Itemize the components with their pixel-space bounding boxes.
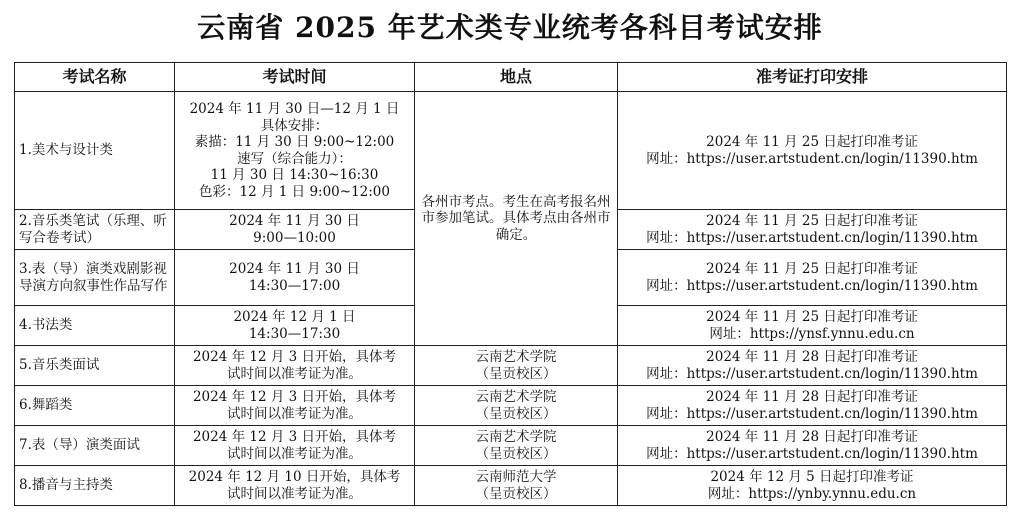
place-line: 云南艺术学院 [475, 389, 557, 405]
print-date: 2024 年 11 月 25 日起打印准考证 [706, 134, 918, 150]
table-row [15, 426, 1007, 466]
exam-name: 7.表（导）演类面试 [15, 426, 175, 466]
header-exam-name: 考试名称 [15, 63, 175, 92]
print-url: 网址：https://user.artstudent.cn/login/11390.htm [646, 365, 978, 382]
time-line: 试时间以准考证为准。 [227, 445, 362, 462]
exam-name: 5.音乐类面试 [15, 346, 175, 386]
time-line: 速写（综合能力）： [237, 150, 352, 167]
time-line: 色彩：12 月 1 日 9:00~12:00 [199, 183, 390, 200]
header-place: 地点 [415, 63, 618, 92]
time-line: 试时间以准考证为准。 [227, 405, 362, 422]
exam-time [175, 426, 415, 466]
place-line: （呈贡校区） [475, 485, 557, 502]
ticket-print-info [618, 210, 1007, 250]
time-line: 2024 年 11 月 30 日 [229, 261, 360, 277]
ticket-print-info [618, 306, 1007, 346]
ticket-print-info [618, 250, 1007, 306]
print-url: 网址：https://user.artstudent.cn/login/11390.htm [646, 277, 978, 294]
exam-place-shared: 各州市考点。考生在高考报名州市参加笔试。具体考点由各州市确定。 [415, 92, 618, 346]
table-row [15, 346, 1007, 386]
time-line: 11 月 30 日 14:30~16:30 [210, 167, 379, 183]
exam-schedule-table [14, 62, 1007, 506]
time-line: 2024 年 12 月 10 日开始，具体考 [188, 469, 401, 485]
exam-time [175, 92, 415, 210]
ticket-print-info [618, 426, 1007, 466]
time-line: 14:30—17:00 [248, 277, 341, 294]
print-date: 2024 年 12 月 5 日起打印准考证 [710, 469, 914, 485]
print-date: 2024 年 11 月 25 日起打印准考证 [706, 261, 918, 277]
exam-time [175, 306, 415, 346]
time-line: 素描：11 月 30 日 9:00~12:00 [194, 134, 395, 150]
ticket-print-info [618, 92, 1007, 210]
exam-name: 4.书法类 [15, 306, 175, 346]
exam-name: 2.音乐类笔试（乐理、听写合卷考试） [15, 210, 175, 250]
time-line: 2024 年 12 月 3 日开始，具体考 [192, 349, 397, 365]
table-header-row [15, 63, 1007, 92]
header-ticket-print: 准考证打印安排 [618, 63, 1007, 92]
time-line: 14:30—17:30 [248, 325, 341, 342]
place-line: （呈贡校区） [475, 365, 557, 382]
exam-time [175, 346, 415, 386]
exam-name: 3.表（导）演类戏剧影视导演方向叙事性作品写作 [15, 250, 175, 306]
exam-name: 6.舞蹈类 [15, 386, 175, 426]
time-line: 2024 年 12 月 3 日开始，具体考 [192, 389, 397, 405]
time-line: 2024 年 11 月 30 日 [229, 213, 360, 229]
print-url: 网址：https://user.artstudent.cn/login/11390.htm [646, 445, 978, 462]
print-date: 2024 年 11 月 28 日起打印准考证 [706, 389, 918, 405]
header-exam-time: 考试时间 [175, 63, 415, 92]
print-url: 网址：https://ynby.ynnu.edu.cn [707, 485, 917, 502]
print-url: 网址：https://user.artstudent.cn/login/11390.htm [646, 229, 978, 246]
time-line: 2024 年 12 月 3 日开始，具体考 [192, 429, 397, 445]
exam-place [415, 346, 618, 386]
exam-name: 1.美术与设计类 [15, 92, 175, 210]
time-line: 2024 年 11 月 30 日—12 月 1 日 [189, 101, 400, 117]
print-url: 网址：https://ynsf.ynnu.edu.cn [709, 325, 915, 342]
exam-time [175, 210, 415, 250]
exam-place [415, 426, 618, 466]
print-url: 网址：https://user.artstudent.cn/login/11390.htm [646, 405, 978, 422]
exam-time [175, 466, 415, 506]
exam-place [415, 466, 618, 506]
time-line: 试时间以准考证为准。 [227, 485, 362, 502]
print-date: 2024 年 11 月 25 日起打印准考证 [706, 213, 918, 229]
exam-time [175, 250, 415, 306]
time-line: 9:00—10:00 [253, 229, 336, 246]
place-line: 云南师范大学 [475, 469, 557, 485]
exam-name: 8.播音与主持类 [15, 466, 175, 506]
time-line: 具体安排： [260, 117, 329, 134]
place-line: 云南艺术学院 [475, 429, 557, 445]
exam-time [175, 386, 415, 426]
exam-place [415, 386, 618, 426]
page-title: 云南省 2025 年艺术类专业统考各科目考试安排 [197, 11, 823, 44]
print-url: 网址：https://user.artstudent.cn/login/11390.htm [646, 150, 978, 167]
table-row [15, 386, 1007, 426]
ticket-print-info [618, 466, 1007, 506]
place-line: （呈贡校区） [475, 405, 557, 422]
ticket-print-info [618, 346, 1007, 386]
time-line: 试时间以准考证为准。 [227, 365, 362, 382]
print-date: 2024 年 11 月 28 日起打印准考证 [706, 429, 918, 445]
place-line: （呈贡校区） [475, 445, 557, 462]
time-line: 2024 年 12 月 1 日 [233, 309, 356, 325]
place-line: 云南艺术学院 [475, 349, 557, 365]
print-date: 2024 年 11 月 25 日起打印准考证 [706, 309, 918, 325]
print-date: 2024 年 11 月 28 日起打印准考证 [706, 349, 918, 365]
table-row [15, 92, 1007, 210]
ticket-print-info [618, 386, 1007, 426]
table-row [15, 466, 1007, 506]
